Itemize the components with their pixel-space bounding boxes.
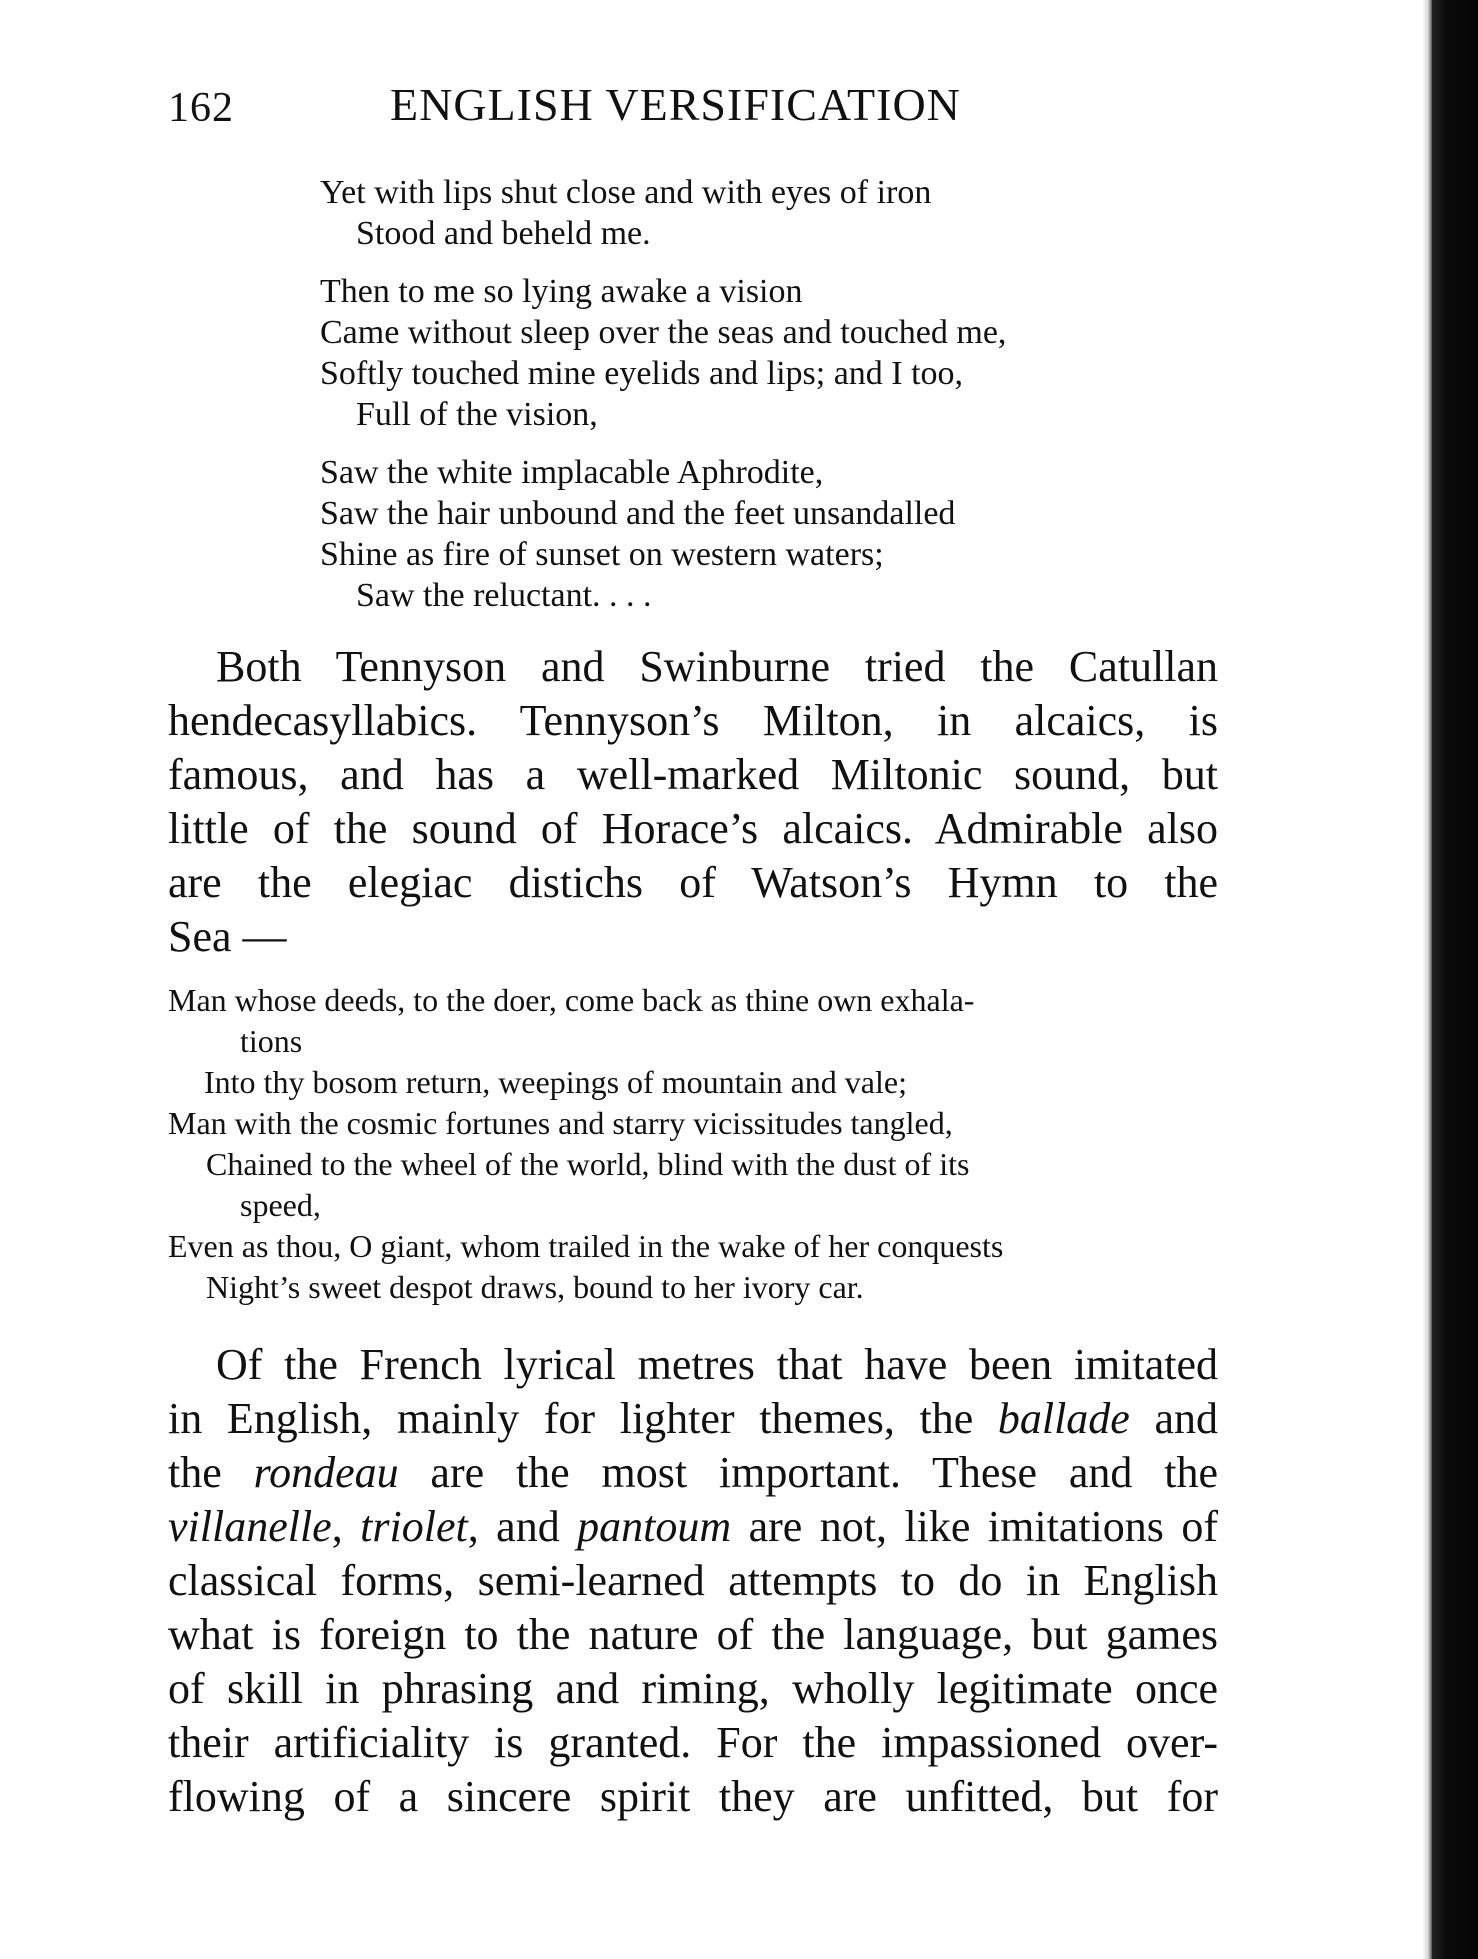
paragraph-line: flowing of a sincere spirit they are unfitted, but for [168,1772,1218,1821]
paragraph-line: what is foreign to the nature of the language, but games [168,1610,1218,1659]
italic-term: pantoum [577,1502,732,1551]
book-binding-edge [1432,0,1478,1959]
verse-line: Saw the reluctant. . . . [356,577,652,614]
verse-line: Then to me so lying awake a vision [320,273,803,310]
verse-line: Full of the vision, [356,396,598,433]
verse-line: speed, [240,1187,321,1223]
page-number: 162 [168,85,234,131]
paragraph-french-metres [168,1338,1218,1824]
paragraph-line: Of the French lyrical metres that have been imitated [216,1340,1218,1389]
paragraph-line: of skill in phrasing and riming, wholly legitimate once [168,1664,1218,1713]
paragraph-line: little of the sound of Horace’s alcaics. Admirable also [168,804,1218,853]
poem-excerpt-sapphics [320,172,1006,616]
verse-line: Shine as fire of sunset on western waters; [320,536,884,573]
italic-term: rondeau [253,1448,399,1497]
paragraph-line: in English, mainly for lighter themes, the ballade and [168,1394,1219,1443]
italic-term: triolet [360,1502,468,1551]
verse-line: Saw the hair unbound and the feet unsandalled [320,495,956,532]
page-gutter-shadow [1422,0,1432,1959]
paragraph-line: hendecasyllabics. Tennyson’s Milton, in alcaics, is [168,696,1218,745]
italic-term: villanelle [168,1502,332,1551]
poem-excerpt-hymn-to-the-sea [168,980,1003,1308]
running-title: ENGLISH VERSIFICATION [390,79,961,130]
paragraph-line: famous, and has a well-marked Miltonic sound, but [168,750,1218,799]
italic-term: ballade [997,1394,1130,1443]
paragraph-line: are the elegiac distichs of Watson’s Hymn to the [168,858,1218,907]
verse-line: Man with the cosmic fortunes and starry vicissitudes tangled, [168,1105,953,1141]
paragraph-hendecasyllabics [168,640,1218,964]
verse-line: Yet with lips shut close and with eyes of iron [320,174,932,211]
paragraph-line: Sea — [168,912,287,961]
verse-line: Stood and beheld me. [356,215,651,252]
verse-line: Night’s sweet despot draws, bound to her ivory car. [206,1269,864,1305]
running-head [168,78,1228,148]
paragraph-line: villanelle, triolet, and pantoum are not, like imitations of [168,1502,1218,1551]
verse-line: Man whose deeds, to the doer, come back as thine own exhala- [168,982,975,1018]
verse-line: Came without sleep over the seas and touched me, [320,314,1007,351]
verse-line: Softly touched mine eyelids and lips; and I too, [320,355,964,392]
verse-line: tions [240,1023,303,1059]
verse-line: Even as thou, O giant, whom trailed in the wake of her conquests [168,1228,1004,1264]
paragraph-line: their artificiality is granted. For the impassioned over- [168,1718,1218,1767]
verse-line: Into thy bosom return, weepings of mountain and vale; [204,1064,907,1100]
paragraph-line: the rondeau are the most important. These and the [168,1448,1218,1497]
paragraph-line: classical forms, semi-learned attempts to do in English [168,1556,1218,1605]
paragraph-line: Both Tennyson and Swinburne tried the Catullan [216,642,1218,691]
verse-line: Chained to the wheel of the world, blind with the dust of its [206,1146,970,1182]
verse-line: Saw the white implacable Aphrodite, [320,454,824,491]
